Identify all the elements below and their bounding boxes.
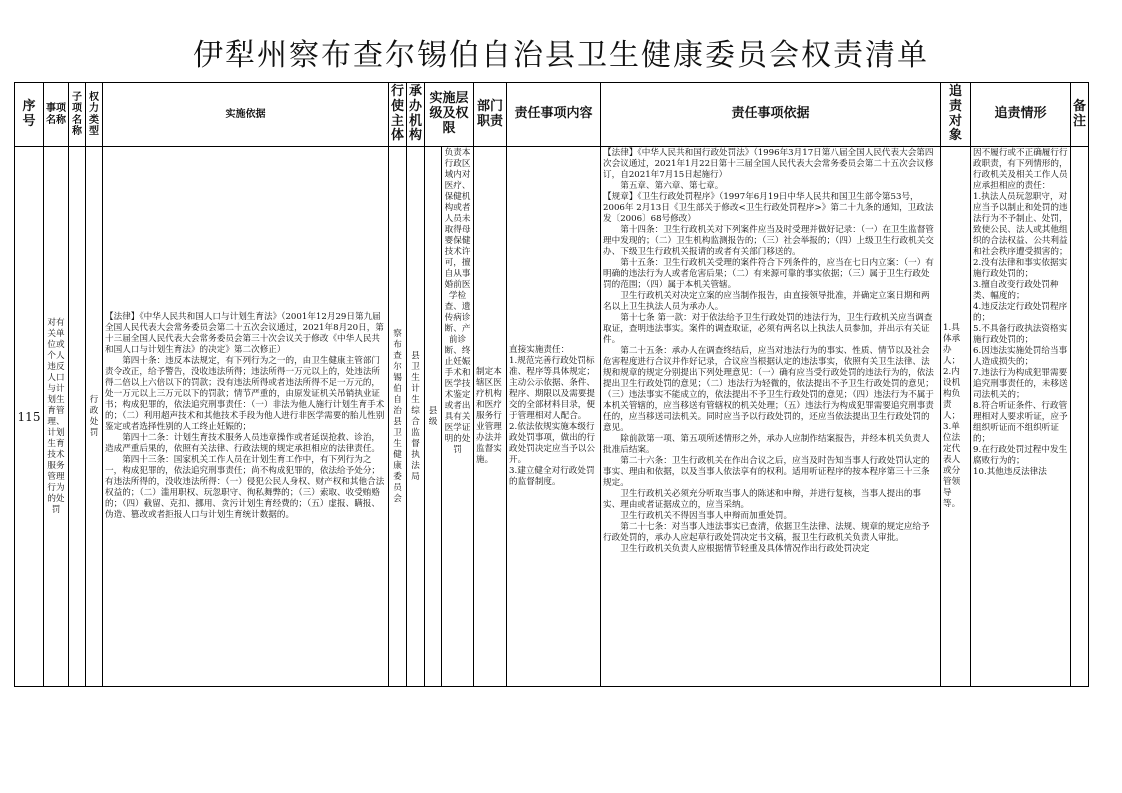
responsibility-table <box>14 82 1089 687</box>
row-situation: 因不履行或不正确履行行政职责，有下列情形的，行政机关及相关工作人员应承担相应的责任： 1.执法人员玩忽职守，对应当予以制止和处罚的违法行为不予制止、处罚，致使公民、法人或其他组织的合法权益、公共利益和社会秩序遭受损害的； 2.没有法律和事实依据实施行政处罚的； 3.擅自改变行政处罚种类、幅度的； 4.违反法定行政处罚程序的； 5.不具备行政执法资格实施行政处罚的； 6.因违法实施处罚给当事人造成损失的； 7.违法行为构成犯罪需要追究刑事责任的，未移送司法机关的； 8.符合听证条件、行政管理相对人要求听证，应予组织听证而不组织听证的； 9.在行政处罚过程中发生腐败行为的； 10.其他违反法律法 <box>971 147 1071 687</box>
row-subject: 察布查尔锡伯自治县卫生健康委员会 <box>389 147 407 687</box>
row-agency: 县卫生计生综合监督执法局 <box>407 147 425 687</box>
header-resp: 责任事项内容 <box>507 83 601 147</box>
row-item-name: 对有关单位或个人违反人口与计划生育管理、计划生育技术服务管理行为的处罚 <box>44 147 69 687</box>
header-resp-basis: 责任事项依据 <box>601 83 941 147</box>
row-power-type: 行政处罚 <box>86 147 103 687</box>
header-level: 实施层级及权限 <box>425 83 474 147</box>
row-level-duty: 负责本行政区域内对医疗、保健机构或者人员未取得母婴保健技术许可，擅自从事婚前医学检查、遗传病诊断、产前诊断、终止妊娠手术和医学技术鉴定或者出具有关医学证明的处罚 <box>442 147 474 687</box>
header-seq: 序号 <box>15 83 44 147</box>
row-resp-basis: 【法律】《中华人民共和国行政处罚法》（1996年3月17日第八届全国人民代表大会第四次会议通过，2021年1月22日第十三届全国人民代表大会常务委员会第二十五次会议修订，自2021年7月15日起施行） 第五章、第六章、第七章。 【规章】《卫生行政处罚程序》（1997年6月19日中华人民共和国卫生部令第53号，2006年 2月13日《卫生部关于修改<卫生行政处罚程序>》第二十九条的通知，卫政法发〔2006〕68号修改） 第十四条：卫生行政机关对下列案件应当及时受理并做好记录：（一）在卫生监督管理中发现的；（二）卫生机构监测报告的；（三）社会举报的；（四）上级卫生行政机关交办、下级卫生行政机关报请的或者有关部门移送的。 第十五条：卫生行政机关受理的案件符合下列条件的，应当在七日内立案：（一）有明确的违法行为人或者危害后果；（二）有来源可靠的事实依据；（三）属于卫生行政处罚的范围；（四）属于本机关管辖。 卫生行政机关对决定立案的应当制作报告，由直接领导批准，并确定立案日期和两名以上卫生执法人员为承办人。 第十七条 第一款：对于依法给予卫生行政处罚的违法行为，卫生行政机关应当调查取证，查明违法事实。案件的调查取证，必须有两名以上执法人员参加，并出示有关证件。 第二十五条：承办人在调查终结后，应当对违法行为的事实、性质、情节以及社会危害程度进行合议并作好记录，合议应当根据认定的违法事实，依照有关卫生法律、法规和规章的规定分别提出下列处理意见：（一）确有应当受行政处罚的违法行为的，依法提出卫生行政处罚的意见；（二）违法行为轻微的，依法提出不予卫生行政处罚的意见；（三）违法事实不能成立的，依法提出不予卫生行政处罚的意见；（四）违法行为不属于本机关管辖的，应当移送有管辖权的机关处理；（五）违法行为构成犯罪需要追究刑事责任的，应当移送司法机关。同时应当予以行政处罚的，还应当依法提出卫生行政处罚的意见。 除前款第一项、第五项所述情形之外，承办人应制作结案报告，并经本机关负责人批准后结案。 第二十六条：卫生行政机关在作出合议之后，应当及时告知当事人行政处罚认定的事实、理由和依据，以及当事人依法享有的权利。适用听证程序的按本程序第三十三条规定。 卫生行政机关必须充分听取当事人的陈述和申辩，并进行复核，当事人提出的事实、理由或者证据成立的，应当采纳。 卫生行政机关不得因当事人申辩而加重处罚。 第二十七条：对当事人违法事实已查清，依据卫生法律、法规、规章的规定应给予行政处罚的，承办人应起草行政处罚决定书文稿，报卫生行政机关负责人审批。 卫生行政机关负责人应根据情节轻重及具体情况作出行政处罚决定 <box>601 147 941 687</box>
row-basis: 【法律】《中华人民共和国人口与计划生育法》（2001年12月29日第九届全国人民代表大会常务委员会第二十五次会议通过，2021年8月20日，第十三届全国人民代表大会常务委员会第三十次会议关于修改《中华人民共和国人口与计划生育法》的决定》第二次修正） 第四十条：违反本法规定，有下列行为之一的，由卫生健康主管部门责令改正，给予警告，没收违法所得；违法所得一万元以上的，处违法所得二倍以上六倍以下的罚款；没有违法所得或者违法所得不足一万元的，处一万元以上三万元以下的罚款；情节严重的，由原发证机关吊销执业证书；构成犯罪的，依法追究刑事责任：（一）非法为他人施行计划生育手术的；（二）利用超声技术和其他技术手段为他人进行非医学需要的胎儿性别鉴定或者选择性别的人工终止妊娠的； 第四十二条：计划生育技术服务人员违章操作或者延误抢救、诊治，造成严重后果的，依照有关法律、行政法规的规定承担相应的法律责任。 第四十三条：国家机关工作人员在计划生育工作中，有下列行为之一，构成犯罪的，依法追究刑事责任；尚不构成犯罪的，依法给予处分；有违法所得的，没收违法所得：（一）侵犯公民人身权、财产权和其他合法权益的；（二）滥用职权、玩忽职守、徇私舞弊的；（三）索取、收受贿赂的；（四）截留、克扣、挪用、贪污计划生育经费的；（五）虚报、瞒报、伪造、篡改或者拒报人口与计划生育统计数据的。 <box>103 147 389 687</box>
page-title: 伊犁州察布查尔锡伯自治县卫生健康委员会权责清单 <box>193 38 929 73</box>
header-duty: 部门职责 <box>474 83 507 147</box>
row-seq: 115 <box>15 147 44 687</box>
header-accountable: 追责对象 <box>941 83 971 147</box>
header-subject: 行使主体 <box>389 83 407 147</box>
table-header-row <box>15 83 1089 147</box>
header-situation: 追责情形 <box>971 83 1071 147</box>
row-resp: 直接实施责任： 1.规范完善行政处罚标准、程序等具体规定；主动公示依据、条件、程序、期限以及需要提交的全部材料目录，便于管理相对人配合。 2.依法依规实施本级行政处罚事项，做出的行政处罚决定应当予以公开。 3.建立健全对行政处罚的监督制度。 <box>507 147 601 687</box>
header-sub-item-name: 子项名称 <box>69 83 86 147</box>
header-power-type: 权力类型 <box>86 83 103 147</box>
header-agency: 承办机构 <box>407 83 425 147</box>
row-sub-item-name <box>69 147 86 687</box>
row-dept-duty: 制定本辖区医疗机构和医疗服务行业管理办法并监督实施。 <box>474 147 507 687</box>
row-level: 县级 <box>425 147 442 687</box>
table-row <box>15 147 1089 687</box>
header-note: 备注 <box>1071 83 1089 147</box>
header-item-name: 事项名称 <box>44 83 69 147</box>
header-basis: 实施依据 <box>103 83 389 147</box>
row-accountable: 1.具体承办人； 2.内设机构负责人； 3.单位法定代表人或分管领导等。 <box>941 147 971 687</box>
row-note <box>1071 147 1089 687</box>
